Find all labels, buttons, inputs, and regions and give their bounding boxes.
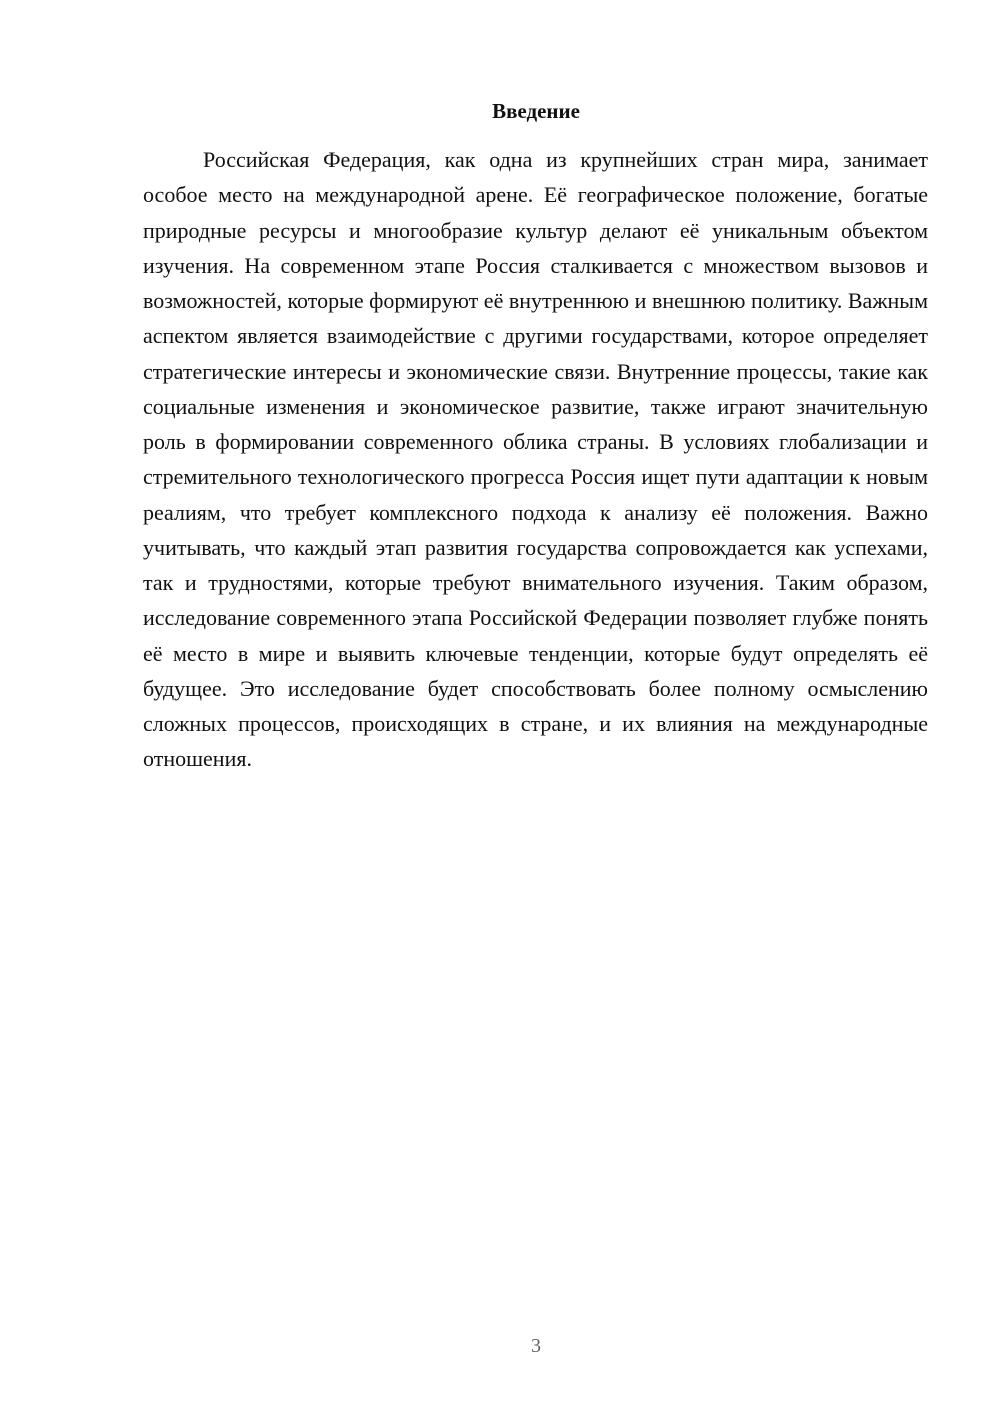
page-number: 3 (531, 1335, 541, 1357)
section-heading: Введение (492, 99, 580, 123)
body-paragraph: Российская Федерация, как одна из крупнейших стран мира, занимает особое место на международной арене. Её географическое положение, богатые природные ресурсы и многообразие культур делают её уникальным объектом изучения. На современном этапе Россия сталкивается с множеством вызовов и возможностей, которые формируют её внутреннюю и внешнюю политику. Важным аспектом является взаимодействие с другими государствами, которое определяет стратегические интересы и экономические связи. Внутренние процессы, такие как социальные изменения и экономическое развитие, также играют значительную роль в формировании современного облика страны. В условиях глобализации и стремительного технологического прогресса Россия ищет пути адаптации к новым реалиям, что требует комплексного подхода к анализу её положения. Важно учитывать, что каждый этап развития государства сопровождается как успехами, так и трудностями, которые требуют внимательного изучения. Таким образом, исследование современного этапа Российской Федерации позволяет глубже понять её место в мире и выявить ключевые тенденции, которые будут определять её будущее. Это исследование будет способствовать более полному осмыслению сложных процессов, происходящих в стране, и их влияния на международные отношения. (143, 147, 928, 772)
